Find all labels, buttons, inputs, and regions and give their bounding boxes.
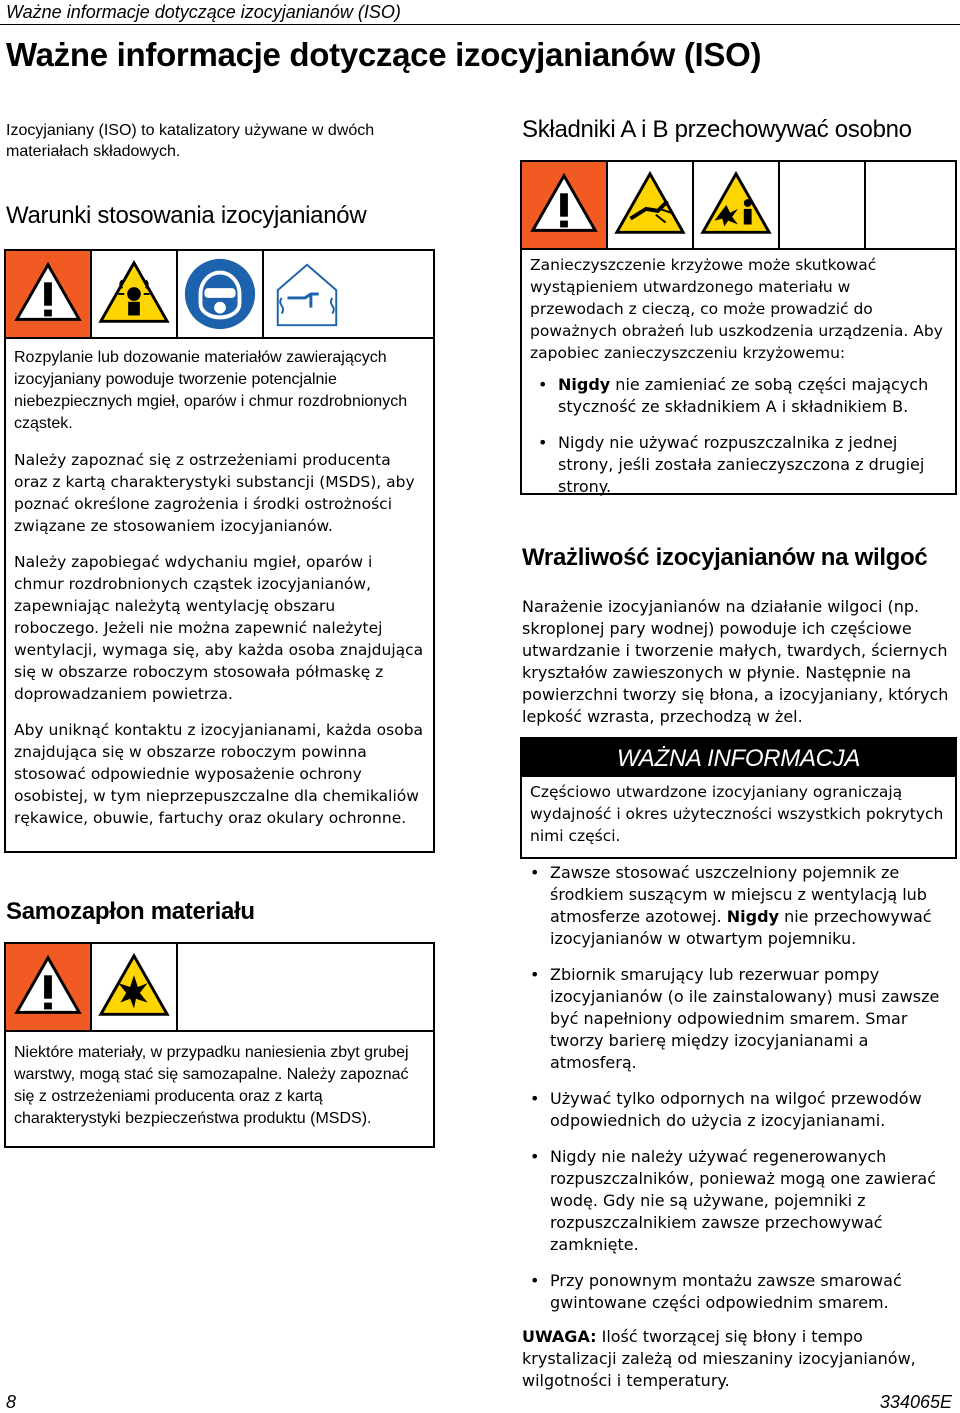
warning-triangle-icon [6,944,92,1030]
bullet-text: Używać tylko odpornych na wilgoć przewodów odpowiednich do użycia z izocyjanianami. [550,1089,922,1130]
warning-triangle-icon [6,251,92,337]
header-rule [0,24,960,25]
conditions-p1: Rozpylanie lub dozowanie materiałów zawierających izocyjaniany powoduje tworzenie potencjalnie niebezpiecznych mgieł, oparów i chmur rozdrobnionych cząstek. [14,349,408,432]
separate-icons [522,162,955,248]
moisture-intro [522,596,954,728]
conditions-heading: Warunki stosowania izocyjanianów [6,202,367,229]
list-item [530,432,947,498]
list-item [522,862,954,950]
selfignition-heading: Samozapłon materiału [6,898,255,925]
conditions-p3b: Jeżeli nie można zapewnić należytej wentylacji, wymaga się, aby każda osoba znajdująca się w obszarze roboczym stosowała półmaskę z doprowadzaniem powietrza. [14,619,424,703]
bullet-text: Zbiornik smarujący lub rezerwuar pompy izocyjanianów (o ile zainstalowany) musi zawsze być napełniony odpowiednim smarem. Smar tworzy barierę między izocyjanianami a atmosferą. [550,965,940,1072]
conditions-icons [6,251,433,337]
bold-never: Nigdy [726,907,779,926]
bold-never: Nigdy [558,375,611,394]
separate-bullets [530,374,947,498]
moisture-p1a: Narażenie izocyjanianów na działanie wilgoci (np. skroplonej pary wodnej) powoduje ich częściowe utwardzanie i tworzenie małych, twardych, ściernych kryształów zawieszonych w płynie. [522,597,948,682]
separate-box [520,160,957,495]
empty-icon-cell [866,162,952,248]
bullet-text: Zawsze stosować uszczelniony pojemnik ze środkiem suszącym w miejscu z wentylacją lub atmosferze azotowej. [550,863,927,926]
warning-triangle-icon [522,162,608,248]
page-title: Ważne informacje dotyczące izocyjanianów (ISO) [6,36,762,73]
intro-text: Izocyjaniany (ISO) to katalizatory używane w dwóch materiałach składowych. [6,122,375,160]
respirator-icon [178,251,264,337]
notice-box [520,737,957,859]
toxic-fumes-icon [92,251,178,337]
selfignition-text: Niektóre materiały, w przypadku naniesienia zbyt grubej warstwy, mogą stać się samozapalne. Należy zapoznać się z ostrzeżeniami producenta oraz z kartą charakterystyki bezpieczeństwa produktu (MSDS). [14,1044,409,1127]
note-text: Ilość tworzącej się błony i tempo krystalizacji zależą od mieszaniny izocyjanianów, wilgotności i temperatury. [522,1327,916,1390]
empty-icon-cell [780,162,866,248]
conditions-box [4,249,435,853]
bullet-text: nie przechowywać izocyjanianów w otwartym pojemniku. [550,907,932,948]
notice-heading: WAŻNA INFORMACJA [522,739,955,777]
list-item [522,964,954,1074]
note-label: UWAGA: [522,1327,597,1346]
conditions-p4: Aby uniknąć kontaktu z izocyjanianami, każda osoba znajdująca się w obszarze roboczym powinna stosować odpowiednie wyposażenie ochrony osobistej, w tym nieprzepuszczalne dla chemikaliów rękawice, obuwie, fartuchy oraz okulary ochronne. [14,721,424,827]
notice-text: Częściowo utwardzone izocyjaniany ograniczają wydajność i okres użyteczności wszystkich pokrytych nimi części. [530,783,944,845]
moisture-bullets [522,862,954,1328]
page-number: 8 [6,1392,17,1412]
conditions-p3a: Należy zapobiegać wdychaniu mgieł, oparów i chmur rozdrobnionych cząstek izocyjanianów, zapewniając należytą wentylację obszaru roboczego. [14,553,373,637]
conditions-p3 [14,551,425,705]
moisture-p1b: Następnie na powierzchni tworzy się błona, a izocyjaniany, których lepkość wzrasta, przechodzą w żel. [522,663,949,726]
doc-number: 334065E [879,1392,952,1412]
bullet-text: Nigdy nie używać rozpuszczalnika z jednej strony, jeśli została zanieczyszczona z drugiej strony. [558,433,925,496]
list-item [522,1146,954,1256]
separate-text: Zanieczyszczenie krzyżowe może skutkować wystąpieniem utwardzonego materiału w przewodach z cieczą, co może prowadzić do poważnych obrażeń lub uszkodzenia urządzenia. Aby zapobiec zanieczyszczeniu krzyżowemu: [530,256,943,362]
fire-explosion-icon [92,944,178,1030]
selfignition-box [4,942,435,1148]
separate-heading: Składniki A i B przechowywać osobno [522,116,912,143]
note [522,1326,954,1392]
running-header: Ważne informacje dotyczące izocyjanianów (ISO) [6,2,401,22]
conditions-p2: Należy zapoznać się z ostrzeżeniami producenta oraz z kartą charakterystyki substancji (MSDS), aby poznać określone zagrożenia i środki ostrożności związane ze stosowaniem izocyjanianów. [14,451,415,535]
list-item [522,1088,954,1132]
bullet-text: Nigdy nie należy używać regenerowanych rozpuszczalników, ponieważ mogą one zawierać wodę. Gdy nie są używane, pojemniki z rozpuszczalnikiem zawsze przechowywać zamknięte. [550,1147,937,1254]
bullet-text: Przy ponownym montażu zawsze smarować gwintowane części odpowiednim smarem. [550,1271,902,1312]
list-item [522,1270,954,1314]
moisture-heading: Wrażliwość izocyjanianów na wilgoć [522,544,928,571]
selfignition-icons [6,944,433,1030]
skin-injection-icon [608,162,694,248]
ventilation-icon [264,251,350,337]
explosion-person-icon [694,162,780,248]
bullet-text: nie zamieniać ze sobą części mających styczność ze składnikiem A i składnikiem B. [558,375,929,416]
list-item [530,374,947,418]
